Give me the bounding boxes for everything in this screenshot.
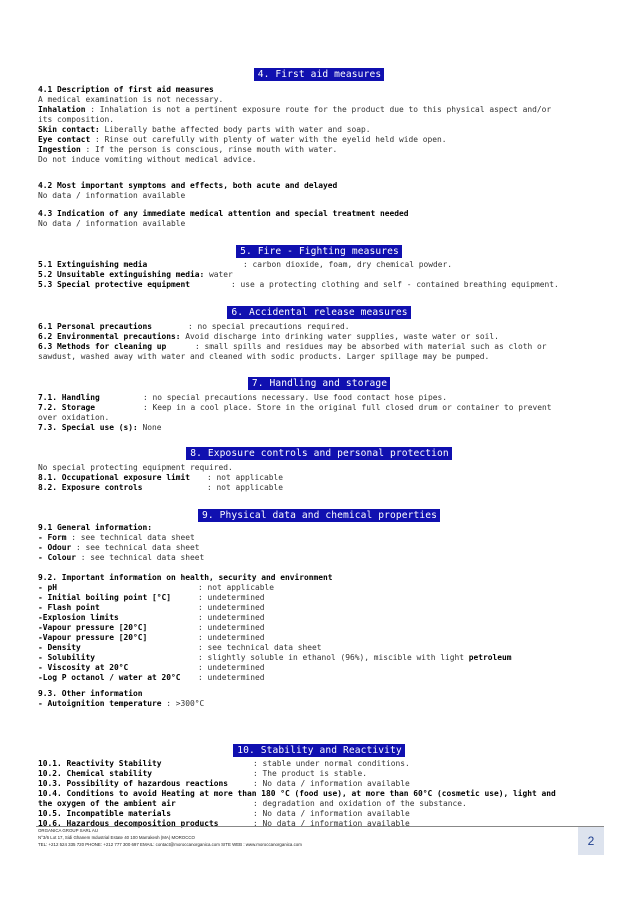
fire-5-3-value: : use a protecting clothing and self - contained breathing equipment. (231, 280, 559, 289)
heading-9-1: 9.1 General information: (38, 523, 153, 532)
property-row-8-label: - Viscosity at 20°C (38, 663, 129, 672)
vomiting-text: Do not induce vomiting without medical advice. (38, 155, 257, 164)
handling-7-1-value: : no special precautions necessary. Use food contact hose pipes. (143, 393, 448, 402)
ingestion-line: Ingestion : If the person is conscious, rinse mouth with water. (38, 145, 338, 154)
fire-5-3-label: 5.3 Special protective equipment (38, 280, 191, 289)
section-4-header: 4. First aid measures (0, 62, 638, 81)
stability-row-2-value: : No data / information available (253, 779, 410, 788)
property-row-9-value: : undetermined (198, 673, 265, 682)
heading-4-3: 4.3 Indication of any immediate medical attention and special treatment needed (38, 209, 409, 218)
accidental-6-1-value: : no special precautions required. (188, 322, 350, 331)
stability-row2-1-value: : No data / information available (253, 819, 410, 828)
section-5-header: 5. Fire - Fighting measures (0, 239, 638, 258)
fire-5-1-label: 5.1 Extinguishing media (38, 260, 148, 269)
footer-address: N°3/6 Lot 17, Sidi Ghanem Industrial Estate 40 100 Marrakesh (MA) MOROCCO (38, 835, 195, 840)
exposure-8-1-value: : not applicable (207, 473, 284, 482)
property-row-2-value: : undetermined (198, 603, 265, 612)
property-row-2-label: - Flash point (38, 603, 100, 612)
heading-4-3-value: No data / information available (38, 219, 186, 228)
heading-9-2: 9.2. Important information on health, security and environment (38, 573, 333, 582)
heading-4-2: 4.2 Most important symptoms and effects, both acute and delayed (38, 181, 338, 190)
property-row-0-label: - pH (38, 583, 58, 592)
property-row-7-value: : slightly soluble in ethanol (96%), miscible with light petroleum (198, 653, 512, 662)
inhalation-line: Inhalation : Inhalation is not a pertinent exposure route for the product due to this physical aspect and/or (38, 105, 552, 114)
property-row-6-value: : see technical data sheet (198, 643, 322, 652)
accidental-6-3-value-2: sawdust, washed away with water and cleaned with sodic products. Larger spillage may be pumped. (38, 352, 490, 361)
colour-line: - Colour : see technical data sheet (38, 553, 205, 562)
conditions-to-avoid-2: the oxygen of the ambient air (38, 799, 176, 808)
accidental-6-1-label: 6.1 Personal precautions (38, 322, 153, 331)
heading-4-1: 4.1 Description of first aid measures (38, 85, 214, 94)
property-row-6-label: - Density (38, 643, 81, 652)
accidental-6-3-value: : small spills and residues may be absorbed with material such as cloth or (195, 342, 547, 351)
property-row-4-value: : undetermined (198, 623, 265, 632)
conditions-to-avoid: 10.4. Conditions to avoid Heating at more than 180 °C (food use), at more than 60°C (cosmetic use), light and (38, 789, 556, 798)
property-row-9-label: -Log P octanol / water at 20°C (38, 673, 181, 682)
property-row-4-label: -Vapour pressure [20°C] (38, 623, 148, 632)
section-10-header: 10. Stability and Reactivity (0, 738, 638, 757)
stability-row2-1-label: 10.6. Hazardous decomposition products (38, 819, 219, 828)
property-row-8-value: : undetermined (198, 663, 265, 672)
stability-row-1-value: : The product is stable. (253, 769, 368, 778)
property-row-5-value: : undetermined (198, 633, 265, 642)
heading-4-2-value: No data / information available (38, 191, 186, 200)
page-number: 2 (578, 827, 604, 855)
stability-row-0-value: : stable under normal conditions. (253, 759, 410, 768)
fire-5-1-value: : carbon dioxide, foam, dry chemical powder. (243, 260, 453, 269)
footer-company: ORGANICA GROUP SARL AU (38, 828, 99, 833)
handling-7-2-value: : Keep in a cool place. Store in the original full closed drum or container to prevent (143, 403, 552, 412)
property-row-1-label: - Initial boiling point [°C] (38, 593, 172, 602)
eye-contact-line: Eye contact : Rinse out carefully with plenty of water with the eyelid held wide open. (38, 135, 447, 144)
handling-7-1-label: 7.1. Handling (38, 393, 100, 402)
odour-line: - Odour : see technical data sheet (38, 543, 200, 552)
section-6-header: 6. Accidental release measures (0, 300, 638, 319)
property-row-7-label: - Solubility (38, 653, 96, 662)
heading-9-3: 9.3. Other information (38, 689, 143, 698)
skin-contact-line: Skin contact: Liberally bathe affected body parts with water and soap. (38, 125, 371, 134)
medical-exam-text: A medical examination is not necessary. (38, 95, 224, 104)
exposure-intro: No special protecting equipment required. (38, 463, 233, 472)
footer-contact: TEL: +212 524 335 720 PHONE: +212 777 300 697 EMAIL: contact@moroccanorganica.com SITE WEB : www.moroccanorganica.com (38, 842, 302, 847)
accidental-6-3-label: 6.3 Methods for cleaning up (38, 342, 167, 351)
inhalation-line-2: its composition. (38, 115, 115, 124)
footer-rule (36, 826, 604, 827)
section-8-header: 8. Exposure controls and personal protection (0, 441, 638, 460)
handling-7-2-label: 7.2. Storage (38, 403, 96, 412)
form-line: - Form : see technical data sheet (38, 533, 195, 542)
autoignition-line: - Autoignition temperature : >300°C (38, 699, 205, 708)
property-row-3-label: -Explosion limits (38, 613, 119, 622)
fire-5-2-line: 5.2 Unsuitable extinguishing media: water (38, 270, 233, 279)
exposure-8-1-label: 8.1. Occupational exposure limit (38, 473, 191, 482)
stability-row-0-label: 10.1. Reactivity Stability (38, 759, 162, 768)
section-9-header: 9. Physical data and chemical properties (0, 503, 638, 522)
exposure-8-2-value: : not applicable (207, 483, 284, 492)
conditions-to-avoid-value: : degradation and oxidation of the substance. (253, 799, 467, 808)
property-row-0-value: : not applicable (198, 583, 275, 592)
section-7-header: 7. Handling and storage (0, 371, 638, 390)
handling-7-2-value-2: over oxidation. (38, 413, 110, 422)
property-row-3-value: : undetermined (198, 613, 265, 622)
stability-row2-0-value: : No data / information available (253, 809, 410, 818)
accidental-6-2-line: 6.2 Environmental precautions: Avoid discharge into drinking water supplies, waste water or soil. (38, 332, 499, 341)
stability-row-2-label: 10.3. Possibility of hazardous reactions (38, 779, 229, 788)
stability-row-1-label: 10.2. Chemical stability (38, 769, 153, 778)
stability-row2-0-label: 10.5. Incompatible materials (38, 809, 172, 818)
property-row-1-value: : undetermined (198, 593, 265, 602)
handling-7-3-line: 7.3. Special use (s): None (38, 423, 162, 432)
property-row-5-label: -Vapour pressure [20°C] (38, 633, 148, 642)
exposure-8-2-label: 8.2. Exposure controls (38, 483, 143, 492)
